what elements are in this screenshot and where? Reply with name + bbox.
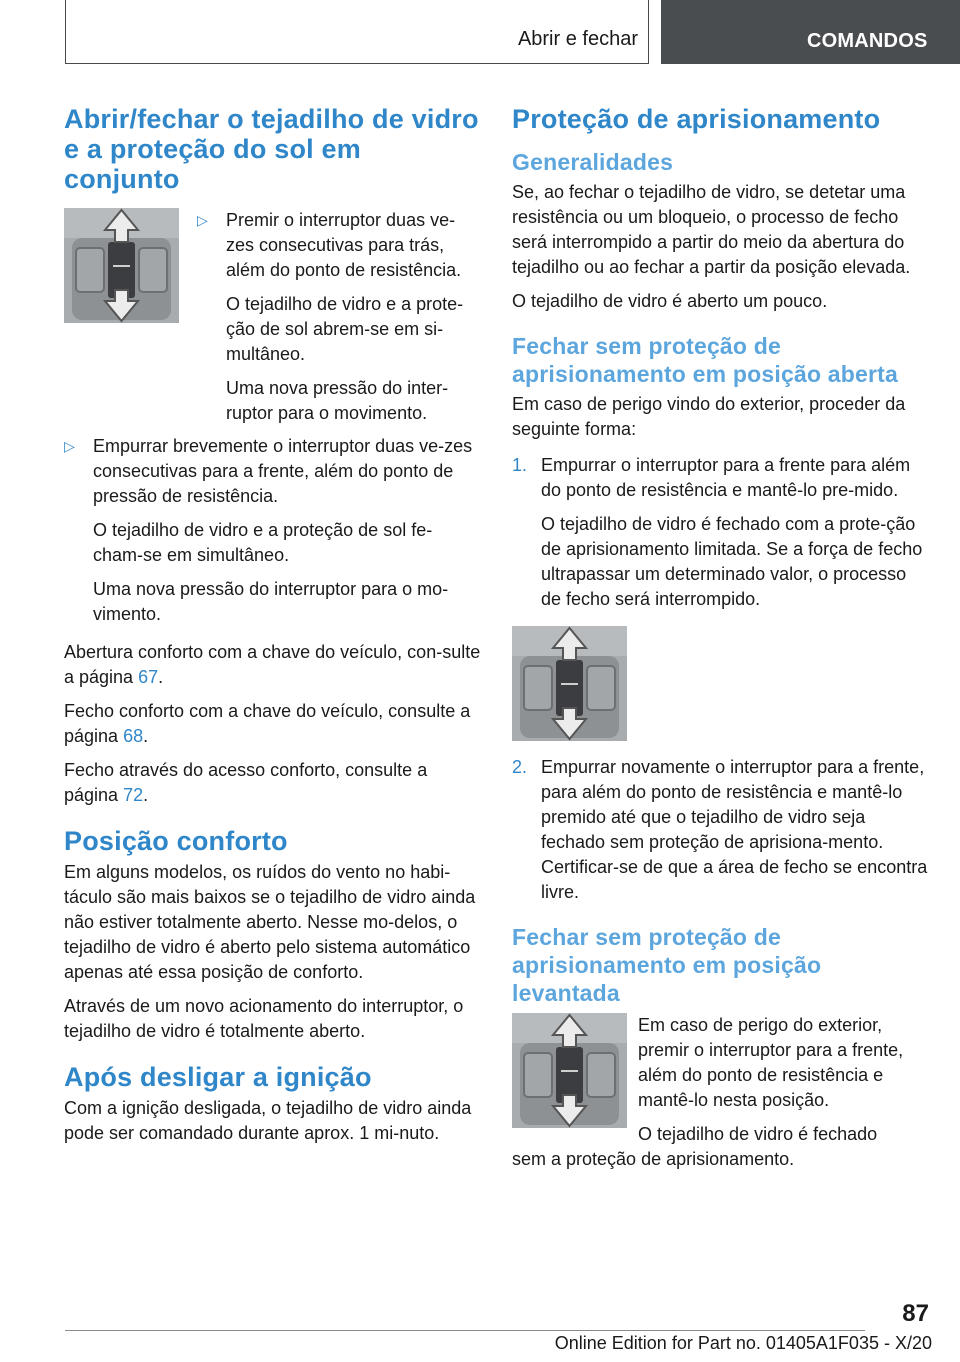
left-column [64,104,482,1155]
heading-after-ignition-off: Após desligar a ignição [64,1062,372,1092]
header-section-title: Abrir e fechar [517,28,638,50]
step-number: 2. [512,757,528,777]
bullet-triangle-icon: ▷ [197,212,208,228]
heading-comfort-position: Posição conforto [64,826,288,856]
raised-position-text: O tejadilho de vidro é fechado [638,1124,878,1144]
bullet-item [64,434,482,627]
heading-general: Generalidades [512,149,674,175]
step-text: O tejadilho de vidro é fechado com a prote‐ção de aprisionamento limitada. Se a força de fecho ultrapassar um determinado valor, o processo de fecho será interrompido. [541,514,923,609]
raised-position-text: Em caso de perigo do exterior, premir o interruptor para a frente, além do ponto de resistência e mantê-lo nesta posição. [638,1015,904,1110]
heading-open-close-together: Abrir/fechar o tejadilho de vidro e a proteção do sol em conjunto [64,104,479,194]
page-number: 87 [902,1300,929,1327]
footer-edition: Online Edition for Part no. 01405A1F035 - X/20 [554,1333,932,1353]
right-column [512,104,930,1181]
heading-pinch-protection: Proteção de aprisionamento [512,104,881,134]
step-text: Empurrar novamente o interruptor para a frente, para além do ponto de resistência e mantê-lo premido até que o tejadilho de vidro seja fechado sem proteção de aprisiona‐mento. Certificar-se de que a área de fecho se encontra livre. [541,757,928,902]
roof-switch-image [512,1013,627,1128]
bullet-text: Premir o interruptor duas ve‐zes consecutivas para trás, além do ponto de resistência. [226,210,462,280]
comfort-access-ref: Fecho através do acesso conforto, consulte a página 72. [64,760,428,805]
roof-switch-image [512,626,627,741]
raised-position-block [512,1013,930,1147]
page-link[interactable]: 72 [123,785,144,805]
roof-switch-image [64,208,179,323]
switch-backward-block [64,208,482,426]
bullet-text: O tejadilho de vidro e a prote‐ção de sol abrem-se em si‐multâneo. [226,294,464,364]
step-number: 1. [512,455,528,475]
bullet-text: O tejadilho de vidro e a proteção de sol fe‐cham-se em simultâneo. [93,520,433,565]
bullet-text: Uma nova pressão do interruptor para o mo‐vimento. [93,579,449,624]
bullet-item [197,208,482,426]
step-text: Empurrar o interruptor para a frente para além do ponto de resistência e mantê-lo pre‐mido. [541,455,911,500]
bullet-text: Uma nova pressão do inter‐ruptor para o movimento. [226,378,449,423]
header-chapter-tab: COMANDOS [661,0,960,64]
heading-close-raised-position: Fechar sem proteção de aprisionamento em posição levantada [512,924,822,1006]
general-text: O tejadilho de vidro é aberto um pouco. [512,291,828,311]
page-link[interactable]: 67 [138,667,159,687]
page-link[interactable]: 68 [123,726,144,746]
comfort-text: Através de um novo acionamento do interruptor, o tejadilho de vidro é totalmente aberto. [64,996,464,1041]
step-item [512,755,930,905]
open-position-text: Em caso de perigo vindo do exterior, proceder da seguinte forma: [512,394,906,439]
raised-position-text-wrap [638,1013,930,1147]
footer-divider [65,1330,865,1331]
bullet-triangle-icon: ▷ [64,438,75,454]
step-item [512,453,930,612]
bullet-text: Empurrar brevemente o interruptor duas ve‐zes consecutivas para a frente, além do ponto de pressão de resistência. [93,436,473,506]
comfort-text: Em alguns modelos, os ruídos do vento no habi‐táculo são mais baixos se o tejadilho de vidro ainda não estiver totalmente aberto. Nesse mo‐delos, o tejadilho de vidro é aberto pelo sistema automático apenas até essa posição de conforto. [64,862,476,982]
general-text: Se, ao fechar o tejadilho de vidro, se detetar uma resistência ou um bloqueio, o processo de fecho será interrompido a partir do meio da abertura do tejadilho ou ao fechar a partir da posição elevada. [512,182,911,277]
ignition-text: Com a ignição desligada, o tejadilho de vidro ainda pode ser comandado durante aprox. 1 mi‐nuto. [64,1098,472,1143]
raised-position-text-continued: sem a proteção de aprisionamento. [512,1149,795,1169]
heading-close-open-position: Fechar sem proteção de aprisionamento em posição aberta [512,333,899,387]
comfort-open-ref: Abertura conforto com a chave do veículo, con‐sulte a página 67. [64,642,481,687]
comfort-close-ref: Fecho conforto com a chave do veículo, consulte a página 68. [64,701,471,746]
